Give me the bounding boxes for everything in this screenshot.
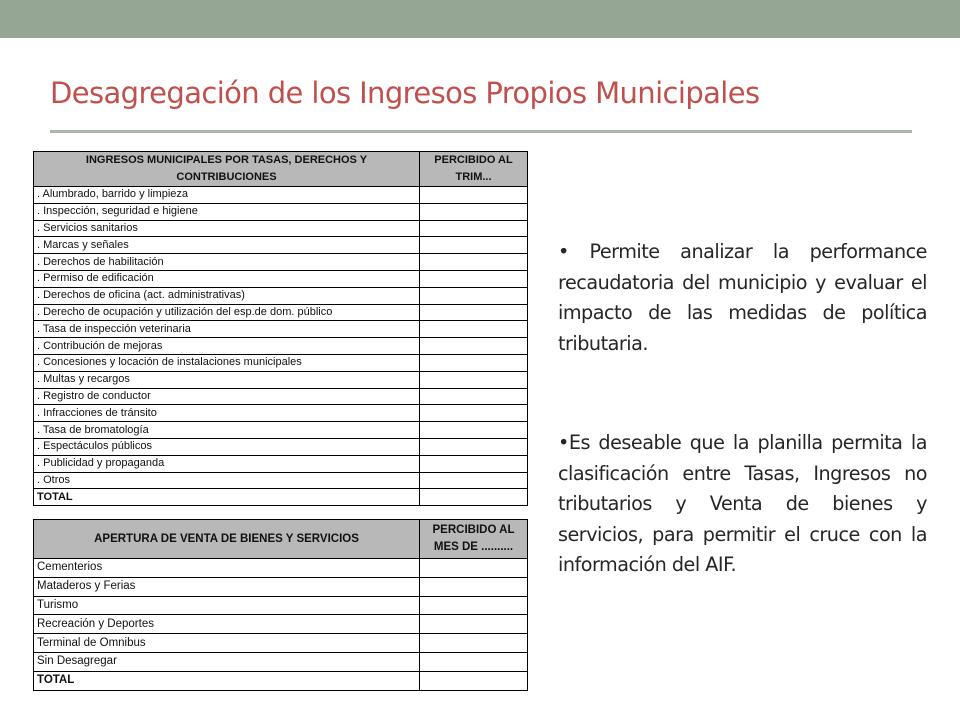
row-value-cell <box>420 321 528 338</box>
row-value-cell <box>420 652 528 671</box>
table-row <box>34 287 528 304</box>
income-by-fees-table <box>33 151 528 506</box>
table-row <box>34 354 528 371</box>
row-value-cell <box>420 338 528 355</box>
row-concept-cell: . Infracciones de tránsito <box>34 405 420 422</box>
row-concept-cell: Turismo <box>34 596 420 615</box>
total-label: TOTAL <box>34 489 420 506</box>
table-row <box>34 187 528 204</box>
row-concept-cell: Terminal de Omnibus <box>34 634 420 653</box>
row-value-cell <box>420 287 528 304</box>
row-concept-cell: . Concesiones y locación de instalaciones municipales <box>34 354 420 371</box>
table-row <box>34 388 528 405</box>
row-concept-cell: . Derechos de habilitación <box>34 254 420 271</box>
row-value-cell <box>420 354 528 371</box>
table-header-value: PERCIBIDO AL MES DE .......... <box>420 520 528 559</box>
row-value-cell <box>420 254 528 271</box>
table-row <box>34 422 528 439</box>
title-divider <box>50 130 912 133</box>
total-label: TOTAL <box>34 671 420 690</box>
row-value-cell <box>420 405 528 422</box>
row-concept-cell: . Otros <box>34 472 420 489</box>
top-decorative-band <box>0 0 960 38</box>
row-value-cell <box>420 187 528 204</box>
table-row <box>34 472 528 489</box>
table-row <box>34 321 528 338</box>
row-concept-cell: Cementerios <box>34 559 420 578</box>
table-row <box>34 237 528 254</box>
row-concept-cell: . Registro de conductor <box>34 388 420 405</box>
row-concept-cell: Recreación y Deportes <box>34 615 420 634</box>
row-concept-cell: . Espectáculos públicos <box>34 438 420 455</box>
bullet-point: • Permite analizar la performance recaudatoria del municipio y evaluar el impacto de las medidas de política tributaria. <box>558 240 927 355</box>
row-value-cell <box>420 577 528 596</box>
row-value-cell <box>420 455 528 472</box>
table-row <box>34 220 528 237</box>
row-concept-cell: . Tasa de bromatología <box>34 422 420 439</box>
table-row <box>34 304 528 321</box>
row-value-cell <box>420 304 528 321</box>
row-value-cell <box>420 270 528 287</box>
table-row <box>34 596 528 615</box>
row-concept-cell: . Alumbrado, barrido y limpieza <box>34 187 420 204</box>
table-row <box>34 203 528 220</box>
row-value-cell <box>420 203 528 220</box>
sales-breakdown-table <box>33 519 528 691</box>
table-row <box>34 559 528 578</box>
table-header-value: PERCIBIDO AL TRIM... <box>420 152 528 187</box>
row-value-cell <box>420 472 528 489</box>
table-row <box>34 338 528 355</box>
total-value-cell <box>420 489 528 506</box>
row-value-cell <box>420 422 528 439</box>
total-row <box>34 671 528 690</box>
row-concept-cell: . Servicios sanitarios <box>34 220 420 237</box>
row-concept-cell: . Marcas y señales <box>34 237 420 254</box>
row-value-cell <box>420 371 528 388</box>
bullet-point: •Es deseable que la planilla permita la clasificación entre Tasas, Ingresos no tributarios y Venta de bienes y servicios, para permitir el cruce con la información del AIF. <box>558 431 927 576</box>
row-concept-cell: . Multas y recargos <box>34 371 420 388</box>
row-concept-cell: . Inspección, seguridad e higiene <box>34 203 420 220</box>
slide-title: Desagregación de los Ingresos Propios Municipales <box>50 76 760 110</box>
table-header-concept: INGRESOS MUNICIPALES POR TASAS, DERECHOS Y CONTRIBUCIONES <box>34 152 420 187</box>
row-value-cell <box>420 388 528 405</box>
table-row <box>34 615 528 634</box>
table-row <box>34 405 528 422</box>
row-concept-cell: . Derechos de oficina (act. administrativas) <box>34 287 420 304</box>
row-value-cell <box>420 237 528 254</box>
table-header-concept: APERTURA DE VENTA DE BIENES Y SERVICIOS <box>34 520 420 559</box>
row-concept-cell: Mataderos y Ferias <box>34 577 420 596</box>
total-value-cell <box>420 671 528 690</box>
table-row <box>34 438 528 455</box>
table-row <box>34 455 528 472</box>
table-row <box>34 634 528 653</box>
row-concept-cell: . Publicidad y propaganda <box>34 455 420 472</box>
row-value-cell <box>420 596 528 615</box>
row-value-cell <box>420 220 528 237</box>
row-value-cell <box>420 438 528 455</box>
table-row <box>34 371 528 388</box>
row-concept-cell: . Permiso de edificación <box>34 270 420 287</box>
total-row <box>34 489 528 506</box>
row-concept-cell: Sin Desagregar <box>34 652 420 671</box>
row-value-cell <box>420 634 528 653</box>
row-concept-cell: . Tasa de inspección veterinaria <box>34 321 420 338</box>
row-value-cell <box>420 559 528 578</box>
row-concept-cell: . Contribución de mejoras <box>34 338 420 355</box>
table-row <box>34 270 528 287</box>
table-row <box>34 254 528 271</box>
row-value-cell <box>420 615 528 634</box>
table-row <box>34 577 528 596</box>
table-row <box>34 652 528 671</box>
row-concept-cell: . Derecho de ocupación y utilización del esp.de dom. público <box>34 304 420 321</box>
